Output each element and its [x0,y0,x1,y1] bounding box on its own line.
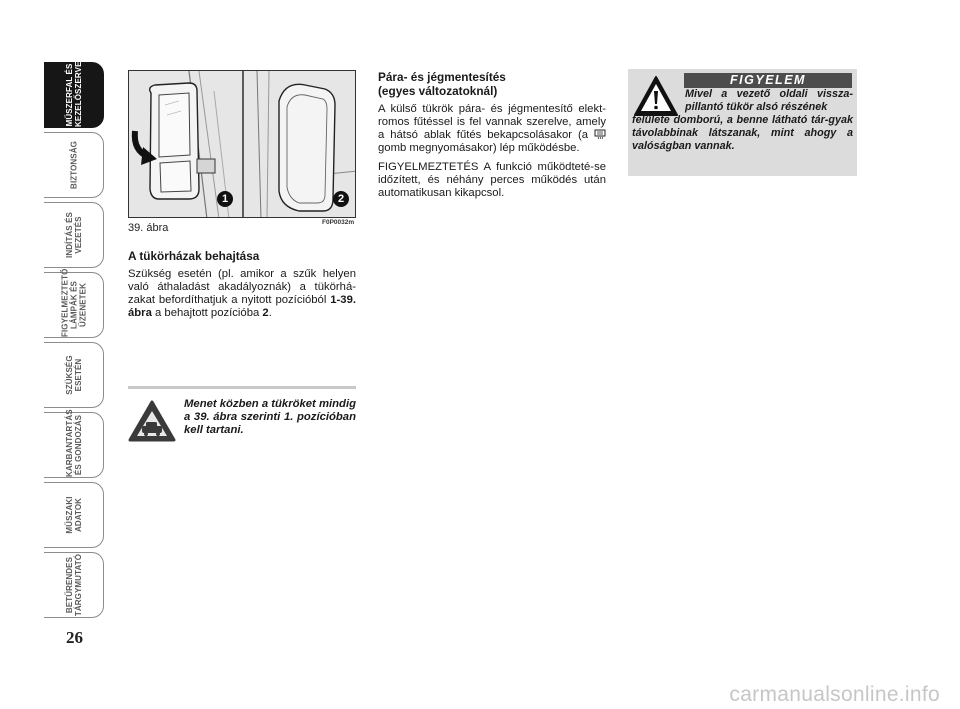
position-marker-2: 2 [333,191,349,207]
tab-label: SZÜKSÉG ESETÉN [64,355,83,395]
tab-muszerfal[interactable] [44,55,104,128]
tab-inditas[interactable] [44,202,104,268]
tab-label: BIZTONSÁG [69,141,78,189]
figure-caption: 39. ábra [128,222,169,234]
page-number: 26 [66,628,83,647]
driving-warning [128,386,356,445]
warning-triangle-car-icon [128,399,176,443]
tab-biztonsag[interactable] [44,132,104,198]
tab-muszaki[interactable] [44,482,104,548]
right-column [378,70,606,206]
chapter-tabs [44,55,106,618]
tab-szukseg[interactable] [44,342,104,408]
tab-label: MŰSZERFAL ÉS KEZELŐSZERVEK [64,55,83,127]
attention-box [628,69,857,176]
tab-karbantartas[interactable] [44,409,104,478]
attention-text: Mivel a vezető oldali vissza-pillantó tükör alsó részének felülete domború, a benne látható tár-gyak távolabbinak látszanak, mint ahogy a valóságban vannak. [632,88,853,152]
tab-betu[interactable] [44,552,104,618]
folding-paragraph: Szükség esetén (pl. amikor a szűk helyen való áthaladást akadályoznák) a tükörhá-zakat befordíthatjuk a nyitott pozícióból 1-39. ábra a behajtott pozícióba 2. [128,268,356,319]
figure-code: F0P0032m [322,219,355,226]
tab-figyelmezteto[interactable] [44,268,104,338]
figure-reference: 1-39. ábra [128,294,356,319]
tab-label: KARBANTARTÁS ÉS GONDOZÁS [64,409,83,477]
mirror-illustration [129,71,356,218]
driving-warning-text: Menet közben a tükröket mindig a 39. ábra szerinti 1. pozícióban kell tartani. [184,398,356,436]
tab-label: MŰSZAKI ADATOK [64,496,83,534]
section-heading-defrost: Pára- és jégmentesítés (egyes változatoknál) [378,70,506,98]
watermark: carmanualsonline.info [729,683,940,706]
left-column [128,249,356,326]
rear-defrost-icon [594,129,606,139]
mirror-figure [128,70,356,218]
section-heading-folding: A tükörházak behajtása [128,249,260,263]
defrost-paragraph: A külső tükrök pára- és jégmentesítő elekt-romos fűtéssel is fel vannak szerelve, amely a hátsó ablak fűtés bekapcsolásakor (a gomb megnyomásakor) lép működésbe. [378,103,606,154]
position-reference: 2 [262,307,269,319]
tab-label: INDÍTÁS ÉS VEZETÉS [64,212,83,258]
defrost-timer-paragraph: FIGYELMEZTETÉS A funkció működteté-se időzített, és néhány perces működés után automatikusan kikapcsol. [378,161,606,199]
tab-label: FIGYELMEZTETŐ LÁMPÁK ÉS ÜZENETEK [60,268,87,337]
tab-label: BETŰRENDES TÁRGYMUTATÓ [64,553,83,617]
attention-header: FIGYELEM [684,73,852,88]
position-marker-1: 1 [217,191,233,207]
